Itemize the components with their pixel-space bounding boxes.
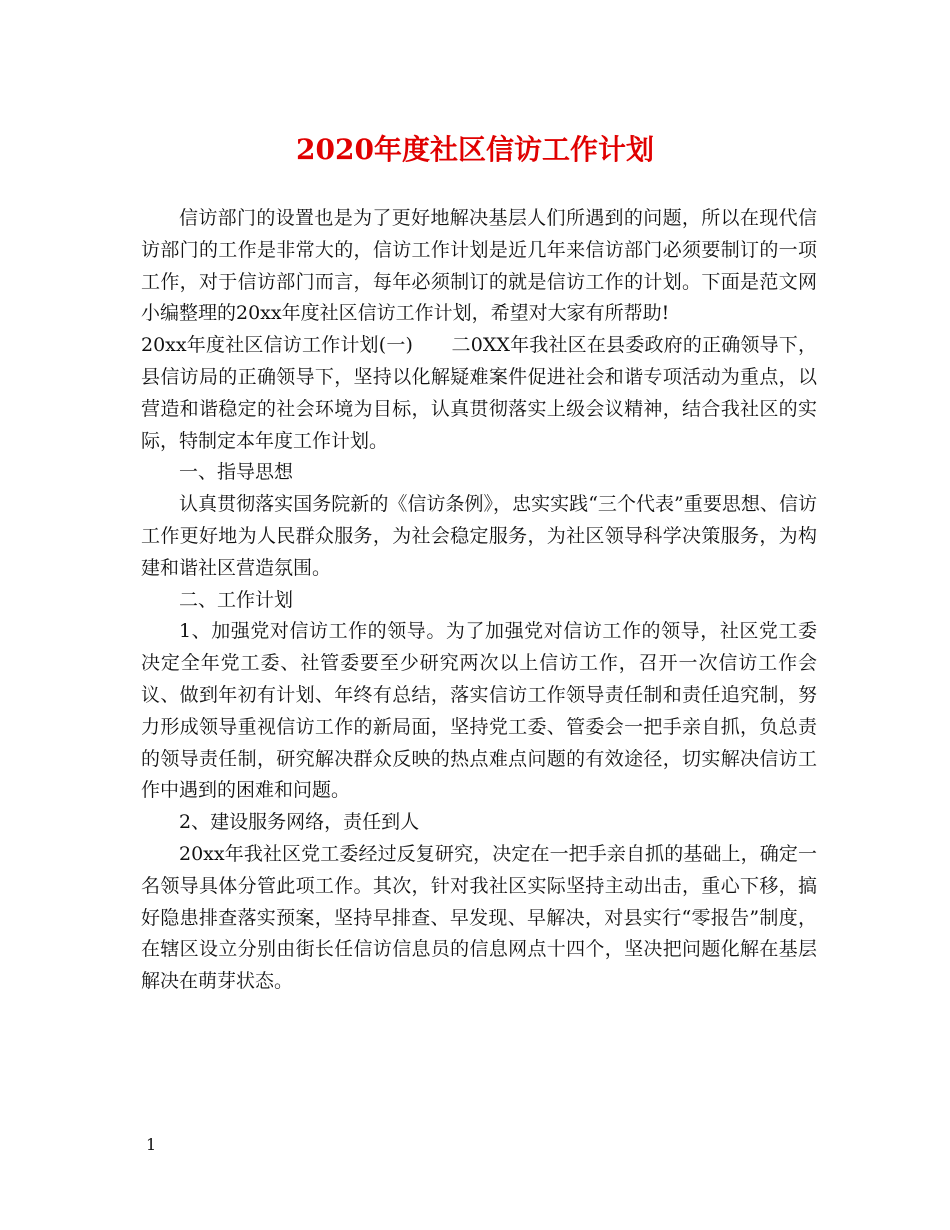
- intro-paragraph: 信访部门的设置也是为了更好地解决基层人们所遇到的问题，所以在现代信访部门的工作是非常大的，信访工作计划是近几年来信访部门必须要制订的一项工作，对于信访部门而言，每年必须制订的就是信访工作的计划。下面是范文网小编整理的20xx年度社区信访工作计划，希望对大家有所帮助!: [141, 207, 817, 325]
- work-plan-item-1: 1、加强党对信访工作的领导。为了加强党对信访工作的领导，社区党工委决定全年党工委、社管委要至少研究两次以上信访工作，召开一次信访工作会议、做到年初有计划、年终有总结，落实信访工作领导责任制和责任追究制，努力形成领导重视信访工作的新局面，坚持党工委、管委会一把手亲自抓，负总责的领导责任制，研究解决群众反映的热点难点问题的有效途径，切实解决信访工作中遇到的困难和问题。: [141, 620, 817, 802]
- plan-intro-paragraph: 20xx年度社区信访工作计划(一) 二0XX年我社区在县委政府的正确领导下，县信访局的正确领导下，坚持以化解疑难案件促进社会和谐专项活动为重点，以营造和谐稳定的社会环境为目标，认真贯彻落实上级会议精神，结合我社区的实际，特制定本年度工作计划。: [141, 334, 817, 452]
- section-heading-work-plan: 二、工作计划: [179, 588, 294, 611]
- section-heading-guiding-thought: 一、指导思想: [179, 461, 294, 484]
- page-number: 1: [146, 1135, 157, 1154]
- work-plan-item-2-paragraph: 20xx年我社区党工委经过反复研究，决定在一把手亲自抓的基础上，确定一名领导具体分管此项工作。其次，针对我社区实际坚持主动出击，重心下移，搞好隐患排查落实预案，坚持早排查、早发现、早解决，对县实行“零报告”制度，在辖区设立分别由街长任信访信息员的信息网点十四个，坚决把问题化解在基层解决在萌芽状态。: [141, 842, 817, 993]
- work-plan-item-2-heading: 2、建设服务网络，责任到人: [179, 811, 420, 834]
- document-body: [141, 203, 817, 998]
- guiding-thought-paragraph: 认真贯彻落实国务院新的《信访条例》，忠实实践“三个代表”重要思想、信访工作更好地为人民群众服务，为社会稳定服务，为社区领导科学决策服务，为构建和谐社区营造氛围。: [141, 493, 817, 579]
- document-title: 2020年度社区信访工作计划: [296, 133, 654, 166]
